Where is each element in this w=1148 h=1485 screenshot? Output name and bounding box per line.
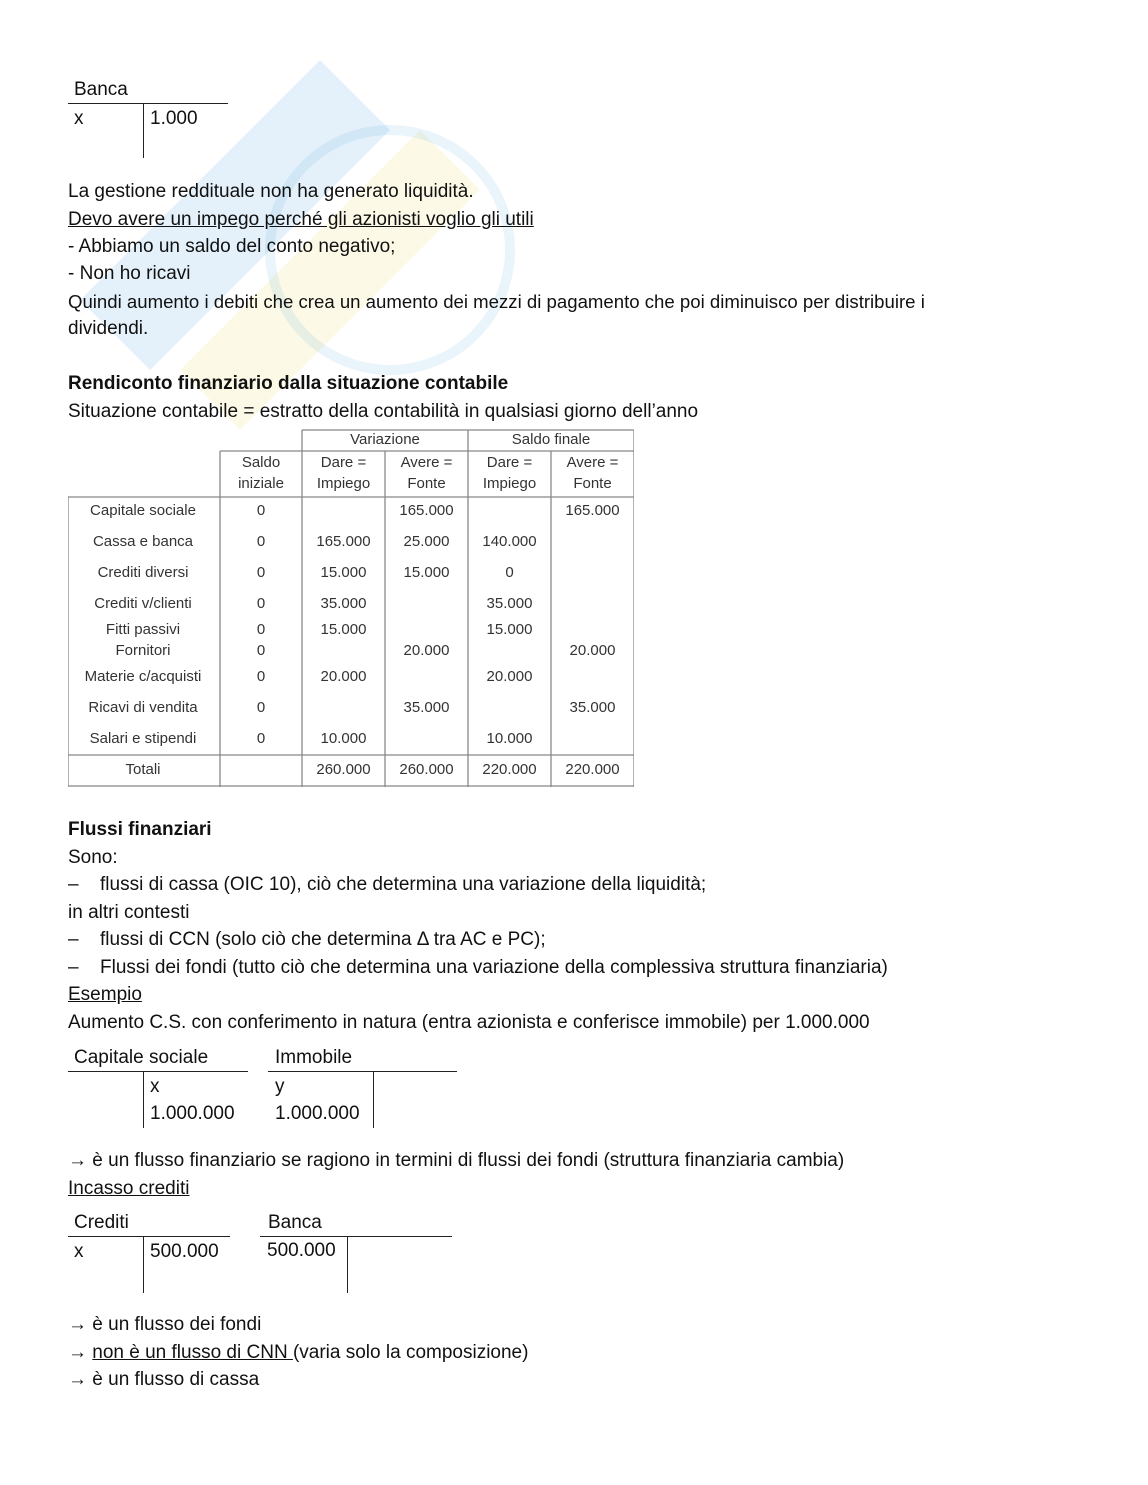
text-line: dividendi. xyxy=(68,318,149,339)
col-header-avere-1: Avere = xyxy=(400,454,453,471)
table-row-label: Cassa e banca xyxy=(92,533,194,550)
col-header-avere-2: Fonte xyxy=(407,475,446,492)
table-cell-si: 0 xyxy=(256,730,266,747)
table-row-label: Ricavi di vendita xyxy=(88,699,198,716)
taccount-hline xyxy=(68,1236,230,1237)
table-cell-fd: 20.000 xyxy=(486,668,533,685)
taccount-hline xyxy=(268,1071,457,1072)
table-total-va: 260.000 xyxy=(399,761,454,778)
table-cell-si: 0 xyxy=(256,564,266,581)
table-totals-label: Totali xyxy=(125,761,161,778)
text-line: Situazione contabile = estratto della contabilità in qualsiasi giorno dell’anno xyxy=(68,401,699,422)
table-row-label: Crediti diversi xyxy=(97,564,189,581)
taccount-right-value: 1.000.000 xyxy=(150,1103,235,1124)
table-cell-vd: 10.000 xyxy=(320,730,367,747)
table-cell-vd: 15.000 xyxy=(320,621,367,638)
table-cell-fd: 10.000 xyxy=(486,730,533,747)
table-cell-vd: 15.000 xyxy=(320,564,367,581)
group-header-variazione: Variazione xyxy=(350,431,420,448)
col-header-dare-2: Impiego xyxy=(316,475,371,492)
col-header-saldo-iniziale-2: iniziale xyxy=(238,475,284,492)
text-line-underlined: Devo avere un impego perché gli azionisti voglio gli utili xyxy=(68,209,534,230)
taccount-left-value: y xyxy=(275,1076,285,1097)
taccount-banca-top xyxy=(68,78,230,160)
list-dash: – xyxy=(68,874,79,895)
table-cell-fd: 15.000 xyxy=(486,621,533,638)
table-cell-va: 15.000 xyxy=(403,564,450,581)
underlined-text: non è un flusso di CNN xyxy=(92,1342,293,1363)
taccount-title: Crediti xyxy=(74,1212,129,1233)
table-cell-fa: 165.000 xyxy=(565,502,620,519)
col-header-avere-1: Avere = xyxy=(566,454,619,471)
taccount-vline xyxy=(373,1071,374,1128)
text-line-underlined: Incasso crediti xyxy=(68,1178,190,1199)
table-cell-si: 0 xyxy=(256,668,266,685)
text-line-underlined: Esempio xyxy=(68,984,142,1005)
taccount-vline xyxy=(143,1236,144,1293)
taccount-crediti xyxy=(68,1211,232,1295)
taccount-title: Capitale sociale xyxy=(74,1047,209,1068)
text-span: (varia solo la composizione) xyxy=(292,1342,529,1363)
table-cell-fd: 35.000 xyxy=(486,595,533,612)
text-line: - Abbiamo un saldo del conto negativo; xyxy=(68,236,396,257)
taccount-immobile xyxy=(268,1046,458,1130)
taccount-vline xyxy=(347,1236,348,1293)
table-cell-va: 25.000 xyxy=(403,533,450,550)
table-cell-fa: 20.000 xyxy=(569,642,616,659)
text-line: Sono: xyxy=(68,847,118,868)
taccount-hline xyxy=(260,1236,452,1237)
taccount-vline xyxy=(143,1071,144,1128)
table-cell-fa: 35.000 xyxy=(569,699,616,716)
col-header-avere-2: Fonte xyxy=(573,475,612,492)
taccount-title: Banca xyxy=(74,79,128,100)
list-item-text: flussi di cassa (OIC 10), ciò che determina una variazione della liquidità; xyxy=(100,874,707,895)
taccount-left-value: 1.000.000 xyxy=(275,1103,360,1124)
taccount-title: Immobile xyxy=(275,1047,353,1068)
taccount-right-value: x xyxy=(150,1076,160,1097)
taccount-vline xyxy=(143,103,144,158)
taccount-right-value: 500.000 xyxy=(150,1241,219,1262)
text-line: - Non ho ricavi xyxy=(68,263,191,284)
table-cell-si: 0 xyxy=(256,621,266,638)
table-cell-si: 0 xyxy=(256,595,266,612)
group-header-saldo-finale: Saldo finale xyxy=(511,431,591,448)
table-cell-si: 0 xyxy=(256,699,266,716)
text-line: → è un flusso dei fondi xyxy=(68,1314,262,1335)
col-header-dare-1: Dare = xyxy=(320,454,367,471)
text-line: → è un flusso finanziario se ragiono in termini di flussi dei fondi (struttura finanziaria cambia) xyxy=(68,1150,845,1171)
col-header-dare-2: Impiego xyxy=(482,475,537,492)
situazione-contabile-table xyxy=(68,429,634,787)
taccount-left-value: x xyxy=(74,108,84,129)
table-cell-vd: 35.000 xyxy=(320,595,367,612)
taccount-left-value: x xyxy=(74,1241,84,1262)
text-line: → è un flusso di cassa xyxy=(68,1369,260,1390)
col-header-dare-1: Dare = xyxy=(486,454,533,471)
table-row-label: Materie c/acquisti xyxy=(84,668,202,685)
table-cell-si: 0 xyxy=(256,642,266,659)
section-heading: Rendiconto finanziario dalla situazione contabile xyxy=(68,373,509,394)
text-line: in altri contesti xyxy=(68,902,190,923)
table-row-label: Capitale sociale xyxy=(90,502,196,519)
table-cell-fd: 140.000 xyxy=(482,533,537,550)
text-line: Aumento C.S. con conferimento in natura (entra azionista e conferisce immobile) per 1.000.000 xyxy=(68,1012,870,1033)
taccount-capitale-sociale xyxy=(68,1046,250,1130)
taccount-title: Banca xyxy=(268,1212,322,1233)
table-total-fd: 220.000 xyxy=(482,761,537,778)
list-item-text: Flussi dei fondi (tutto ciò che determina una variazione della complessiva struttura finanziaria) xyxy=(100,957,888,978)
table-cell-si: 0 xyxy=(256,533,266,550)
text-line: Quindi aumento i debiti che crea un aumento dei mezzi di pagamento che poi diminuisco per distribuire i xyxy=(68,291,925,312)
taccount-hline xyxy=(68,1071,248,1072)
taccount-left-value: 500.000 xyxy=(267,1240,336,1261)
list-item xyxy=(68,873,706,897)
table-cell-vd: 165.000 xyxy=(316,533,371,550)
table-row-label: Crediti v/clienti xyxy=(94,595,192,612)
table-row-label: Fitti passivi xyxy=(105,621,181,638)
taccount-hline xyxy=(68,103,228,104)
table-cell-si: 0 xyxy=(256,502,266,519)
table-cell-va: 20.000 xyxy=(403,642,450,659)
list-dash: – xyxy=(68,929,79,950)
list-dash: – xyxy=(68,957,79,978)
arrow-text: → xyxy=(68,1342,93,1363)
taccount-right-value: 1.000 xyxy=(150,108,198,129)
table-total-fa: 220.000 xyxy=(565,761,620,778)
table-row-label: Fornitori xyxy=(115,642,171,659)
taccount-banca xyxy=(260,1211,454,1295)
list-item xyxy=(68,928,546,952)
list-item xyxy=(68,956,888,980)
table-cell-va: 165.000 xyxy=(399,502,454,519)
table-row-label: Salari e stipendi xyxy=(89,730,197,747)
section-heading: Flussi finanziari xyxy=(68,819,212,840)
col-header-saldo-iniziale-1: Saldo xyxy=(241,454,281,471)
table-total-vd: 260.000 xyxy=(316,761,371,778)
text-line: La gestione reddituale non ha generato liquidità. xyxy=(68,181,474,202)
table-cell-va: 35.000 xyxy=(403,699,450,716)
text-line xyxy=(68,1341,528,1365)
table-cell-vd: 20.000 xyxy=(320,668,367,685)
list-item-text: flussi di CCN (solo ciò che determina Δ tra AC e PC); xyxy=(100,929,546,950)
table-cell-fd: 0 xyxy=(505,564,514,581)
